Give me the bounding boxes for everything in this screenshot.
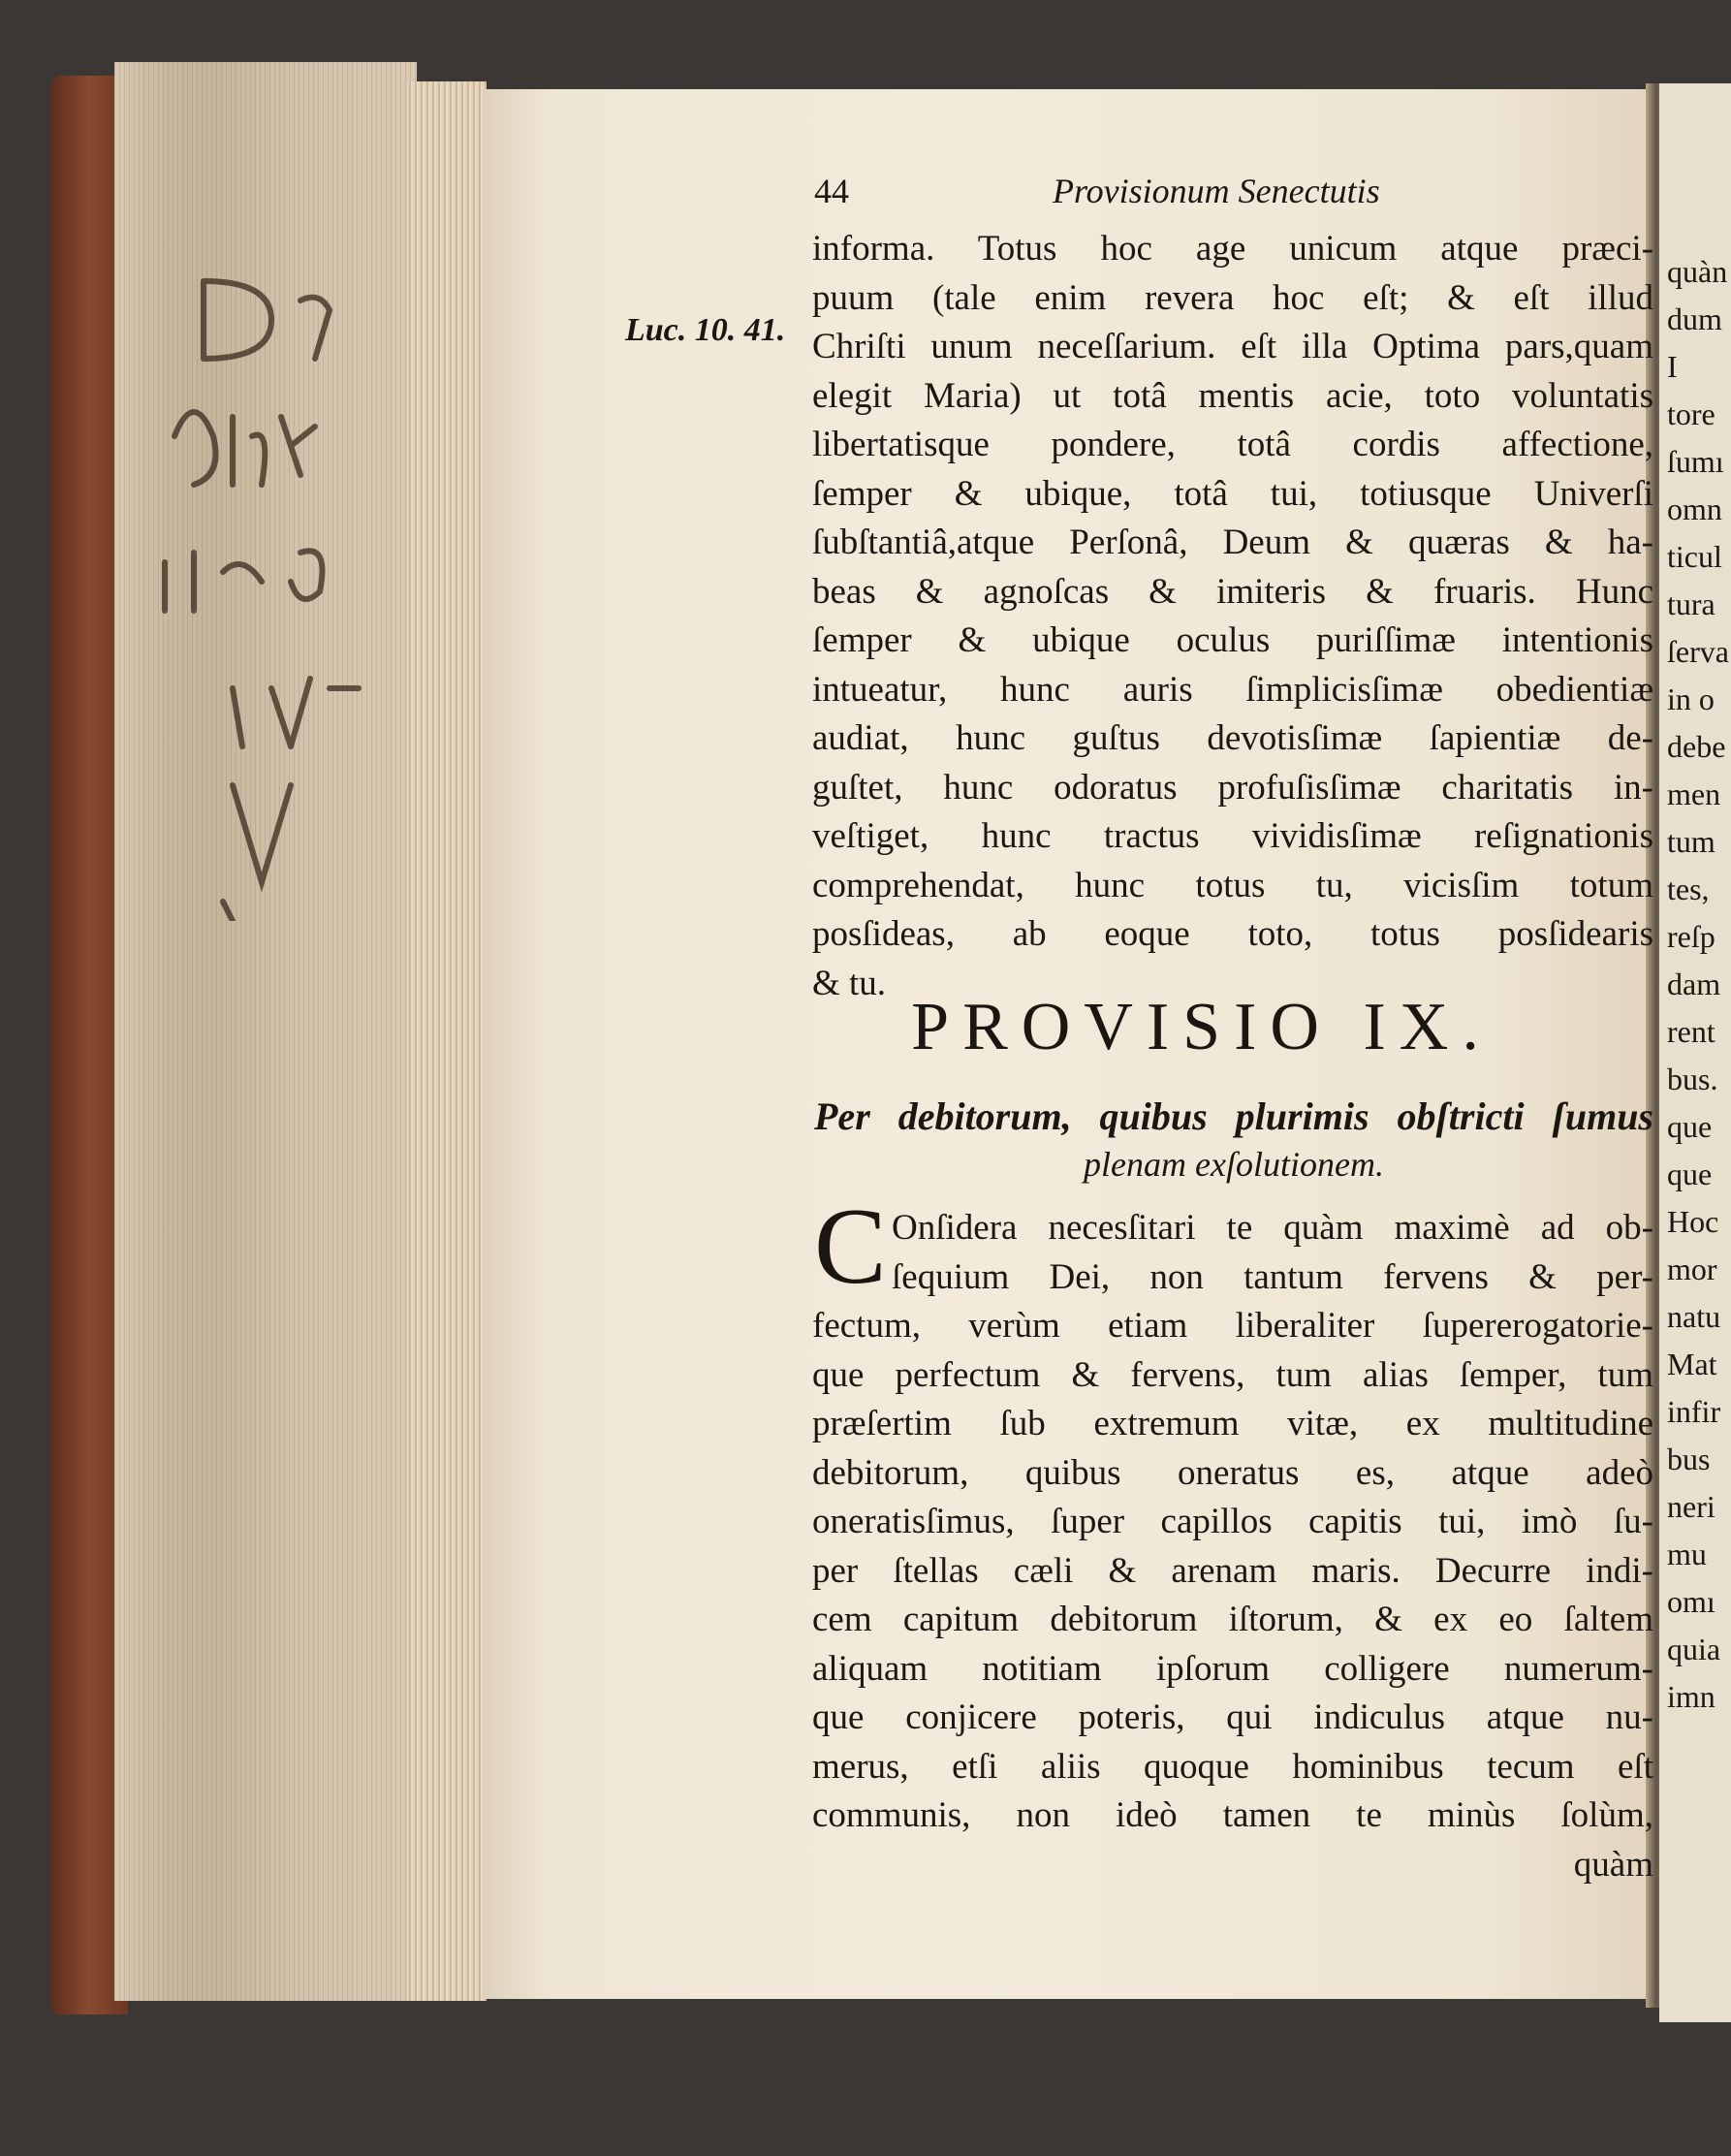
fragment-line: ticul [1667, 539, 1722, 574]
catchword: quàm [1573, 1844, 1653, 1885]
text-line: que conjicere poteris, qui indiculus atque nu- [812, 1697, 1653, 1737]
text-line: puum (tale enim revera hoc eſt; & eſt illud [812, 277, 1653, 318]
section-title: PROVISIO IX. [911, 990, 1493, 1064]
text-line: veſtiget, hunc tractus vividisſimæ reſignationis [812, 816, 1653, 856]
fragment-line: bus. [1667, 1062, 1718, 1096]
fragment-line: Hoc [1667, 1204, 1719, 1239]
facing-page-fragments [1659, 83, 1731, 1721]
fragment-line: mor [1667, 1252, 1717, 1286]
fragment-line: infir [1667, 1394, 1721, 1429]
text-line: guſtet, hunc odoratus profuſisſimæ charitatis in- [812, 767, 1653, 808]
text-line: elegit Maria) ut totâ mentis acie, toto voluntatis [812, 375, 1653, 416]
text-line: oneratisſimus, ſuper capillos capitis tui, imò ſu- [812, 1502, 1653, 1541]
text-line: per ſtellas cæli & arenam maris. Decurre indi- [812, 1550, 1653, 1591]
fragment-line: tum [1667, 824, 1715, 859]
fragment-line: quia [1667, 1632, 1721, 1666]
text-line: ſemper & ubique, totâ tui, totiusque Univerſi [812, 473, 1653, 514]
fragment-line: tura [1667, 587, 1715, 621]
text-line: fectum, verùm etiam liberaliter ſupererogatorie- [812, 1306, 1653, 1346]
text-line: communis, non ideò tamen te minùs ſolùm, [812, 1795, 1653, 1835]
fragment-line: reſp [1667, 919, 1715, 954]
facing-page-edge [1659, 83, 1731, 2022]
fragment-line: que [1667, 1157, 1713, 1191]
fragment-line: I [1667, 349, 1678, 384]
text-line: audiat, hunc guſtus devotisſimæ ſapientiæ de- [812, 718, 1653, 758]
text-line: ſemper & ubique oculus puriſſimæ intentionis [812, 620, 1653, 660]
fragment-line: omn [1667, 491, 1722, 526]
fragment-line: dum [1667, 301, 1722, 336]
fragment-line: imn [1667, 1679, 1715, 1714]
lines-beside-drop-cap [892, 1204, 1653, 1302]
text-line: ſubſtantiâ,atque Perſonâ, Deum & quæras & ha- [812, 523, 1653, 562]
paragraph-2 [812, 1302, 1653, 1889]
fragment-line: Mat [1667, 1347, 1717, 1381]
fragment-line: debe [1667, 729, 1726, 764]
section-subtitle-line-1: Per debitorum, quibus plurimis obſtricti ſumus [814, 1094, 1653, 1138]
drop-capital: C [814, 1187, 887, 1307]
fragment-line: ſerva [1667, 634, 1729, 669]
text-line: posſideas, ab eoque toto, totus posſidearis [812, 914, 1653, 954]
text-line: aliquam notitiam ipſorum colligere numerum- [812, 1648, 1653, 1689]
text-line: debitorum, quibus oneratus es, atque adeò [812, 1452, 1653, 1493]
fragment-line: neri [1667, 1489, 1715, 1524]
text-line: comprehendat, hunc totus tu, vicisſim totum [812, 865, 1653, 905]
text-line: Chriſti unum neceſſarium. eſt illa Optima pars,quam [812, 327, 1653, 366]
paragraph-1 [812, 225, 1653, 1008]
running-title: Provisionum Senectutis [1053, 172, 1380, 210]
fragment-line: dam [1667, 967, 1721, 1001]
text-line: præſertim ſub extremum vitæ, ex multitudine [812, 1404, 1653, 1443]
fragment-line: in o [1667, 682, 1715, 716]
page-header [814, 171, 1551, 219]
text-line: libertatisque pondere, totâ cordis affectione, [812, 425, 1653, 464]
fragment-line: mu [1667, 1537, 1707, 1571]
fragment-line: natu [1667, 1299, 1721, 1334]
fragment-line: ſumı [1667, 444, 1724, 479]
fragment-line: quàn [1667, 254, 1728, 289]
fragment-line: bus [1667, 1442, 1711, 1476]
text-line: beas & agnoſcas & imiteris & fruaris. Hunc [812, 571, 1653, 612]
page-number: 44 [814, 172, 849, 210]
fragment-line: que [1667, 1109, 1713, 1144]
fragment-line: omı [1667, 1584, 1715, 1619]
fragment-line: men [1667, 777, 1721, 811]
text-line: intueatur, hunc auris ſimplicisſimæ obedientiæ [812, 669, 1653, 710]
text-line: ſequium Dei, non tantum fervens & per- [892, 1256, 1653, 1297]
fragment-line: tes, [1667, 872, 1710, 906]
text-line: informa. Totus hoc age unicum atque præci- [812, 229, 1653, 269]
text-line: que perfectum & fervens, tum alias ſemper, tum [812, 1354, 1653, 1395]
handwritten-ink-marks [136, 242, 426, 921]
page-stack-edges [407, 81, 487, 2001]
text-line: cem capitum debitorum iſtorum, & ex eo ſaltem [812, 1600, 1653, 1639]
fragment-line: rent [1667, 1014, 1715, 1049]
margin-reference: Luc. 10. 41. [625, 312, 786, 348]
text-line: Onſidera necesſitari te quàm maximè ad ob- [892, 1208, 1653, 1248]
text-line: & tu. [812, 963, 887, 1003]
text-line: merus, etſi aliis quoque hominibus tecum eſt [812, 1746, 1653, 1787]
fragment-line: tore [1667, 396, 1715, 431]
section-subtitle-line-2: plenam exſolutionem. [1084, 1145, 1384, 1184]
